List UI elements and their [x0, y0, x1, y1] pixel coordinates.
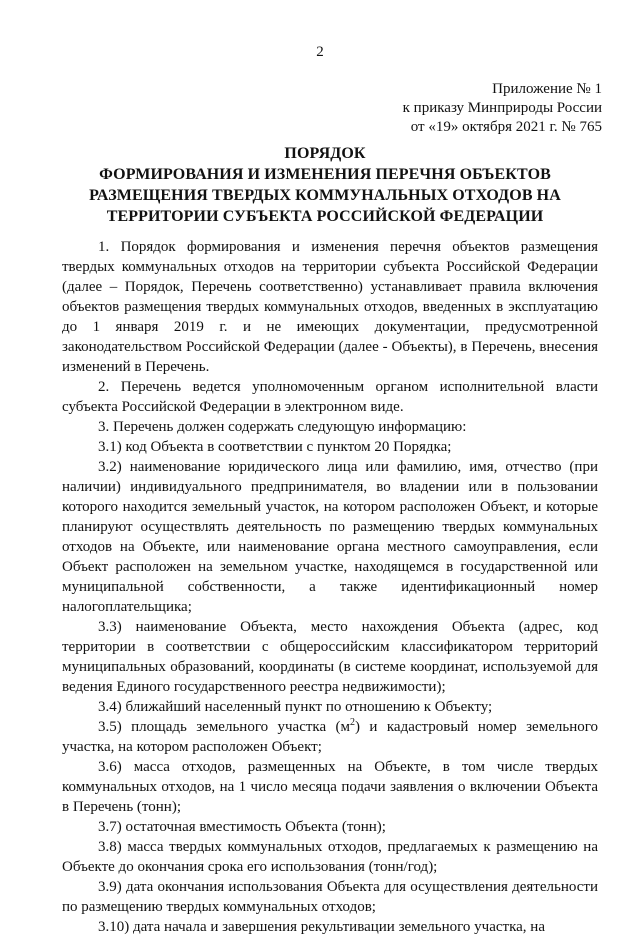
- paragraph-3-2: 3.2) наименование юридического лица или фамилию, имя, отчество (при наличии) индивидуального предпринимателя, во владении или в пользовании которого находится земельный участок, на котором расположен Объект, и которые планируют осуществлять деятельность по размещению твердых коммунальных отходов на Объекте, или наименование органа местного самоуправления, если Объект расположен на земельном участке, находящемся в государственной или муниципальной собственности, а также идентификационный номер налогоплательщика;: [62, 459, 598, 615]
- title-line: ТЕРРИТОРИИ СУБЪЕКТА РОССИЙСКОЙ ФЕДЕРАЦИИ: [106, 208, 544, 225]
- superscript-2: 2: [350, 717, 356, 728]
- paragraph-3-8: 3.8) масса твердых коммунальных отходов, предлагаемых к размещению на Объекте до окончания срока его использования (тонн/год);: [62, 839, 598, 875]
- title-line: ФОРМИРОВАНИЯ И ИЗМЕНЕНИЯ ПЕРЕЧНЯ ОБЪЕКТОВ: [99, 166, 551, 183]
- appendix-line: к приказу Минприроды России: [402, 100, 602, 116]
- paragraph-3-3: 3.3) наименование Объекта, место нахождения Объекта (адрес, код территории в соответствии с общероссийским классификатором территорий муниципальных образований, координаты (в системе координат, используемой для ведения Единого государственного реестра недвижимости);: [62, 619, 598, 695]
- document-body: [62, 237, 598, 937]
- paragraph-3-4: 3.4) ближайший населенный пункт по отношению к Объекту;: [98, 699, 493, 715]
- document-title: [60, 143, 590, 227]
- paragraph-3-5-text-a: 3.5) площадь земельного участка (м: [98, 719, 351, 735]
- title-line: РАЗМЕЩЕНИЯ ТВЕРДЫХ КОММУНАЛЬНЫХ ОТХОДОВ НА: [89, 187, 561, 204]
- paragraph-3-5-text-b: ) и кадастровый номер земельного участка, на котором расположен Объект;: [62, 719, 598, 755]
- paragraph-3: 3. Перечень должен содержать следующую информацию:: [98, 419, 467, 435]
- paragraph-3-6: 3.6) масса отходов, размещенных на Объекте, в том числе твердых коммунальных отходов, на 1 число месяца подачи заявления о включении Объекта в Перечень (тонн);: [62, 759, 598, 815]
- appendix-line: от «19» октября 2021 г. № 765: [410, 119, 602, 135]
- paragraph-3-1: 3.1) код Объекта в соответствии с пунктом 20 Порядка;: [98, 439, 452, 455]
- paragraph-3-10: 3.10) дата начала и завершения рекультивации земельного участка, на: [98, 919, 545, 935]
- title-line: ПОРЯДОК: [284, 145, 366, 162]
- paragraph-2: 2. Перечень ведется уполномоченным органом исполнительной власти субъекта Российской Федерации в электронном виде.: [62, 379, 598, 415]
- paragraph-3-7: 3.7) остаточная вместимость Объекта (тонн);: [98, 819, 386, 835]
- appendix-line: Приложение № 1: [492, 81, 602, 97]
- paragraph-1: 1. Порядок формирования и изменения перечня объектов размещения твердых коммунальных отходов на территории субъекта Российской Федерации (далее – Порядок, Перечень соответственно) устанавливает правила включения объектов размещения твердых коммунальных отходов, введенных в эксплуатацию до 1 января 2019 г. и не имеющих документации, предусмотренной законодательством Российской Федерации (далее - Объекты), в Перечень, внесения изменений в Перечень.: [62, 239, 598, 375]
- appendix-header: [403, 80, 602, 137]
- paragraph-3-9: 3.9) дата окончания использования Объекта для осуществления деятельности по размещению твердых коммунальных отходов;: [62, 879, 598, 915]
- page-number: 2: [316, 44, 324, 60]
- paragraph-3-5: [62, 717, 598, 757]
